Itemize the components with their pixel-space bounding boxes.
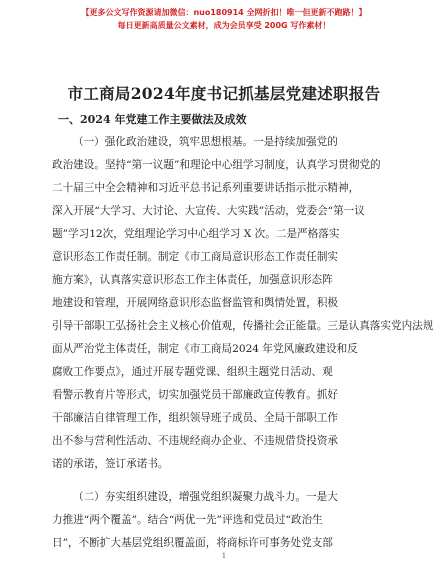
body-line: 力推进“两个覆盖”。结合“两优一先”评选和党员过“政治生 (52, 514, 323, 526)
body-line: 干部廉洁自律管理工作，组织领导班子成员、全局干部职工作 (52, 412, 339, 424)
page-number: 1 (221, 552, 227, 560)
body-line: 日”，不断扩大基层党组织覆盖面，将商标许可事务处党支部 (52, 537, 333, 549)
section-heading: 一、2024 年党建工作主要做法及成效 (58, 113, 247, 126)
body-line: 诺的承诺，签订承诺书。 (52, 458, 169, 470)
body-line: 施方案》，认真落实意识形态工作主体责任，加强意识形态阵 (52, 274, 333, 286)
body-line: 出不参与营利性活动、不违规经商办企业、不违规借贷投资承 (52, 435, 339, 447)
body-line: 题”学习12次，党组理论学习中心组学习 X 次。二是严格落实 (52, 228, 340, 240)
promo-banner-line-2: 每日更新高质量公文素材，成为会员享受 200G 写作素材！ (117, 21, 331, 30)
body-line: 面从严治党主体责任，制定《市工商局2024 年党风廉政建设和反 (52, 343, 358, 355)
body-line: （二）夯实组织建设，增强党组织凝聚力战斗力。一是大 (73, 491, 338, 503)
body-line: 深入开展“大学习、大讨论、大宣传、大实践”活动，党委会“第一议 (52, 205, 365, 217)
body-line: 地建设和管理，开展网络意识形态监督监管和舆情处置，积极 (52, 297, 339, 309)
body-line: （一）强化政治建设，筑牢思想根基。一是持续加强党的 (73, 136, 338, 148)
promo-banner (0, 6, 448, 32)
body-line: 引导干部职工弘扬社会主义核心价值观，传播社会正能量。三是认真落实党内法规 (52, 320, 434, 332)
body-line: 意识形态工作责任制。制定《市工商局意识形态工作责任制实 (52, 251, 339, 263)
body-line: 政治建设。坚持“第一议题”和理论中心组学习制度，认真学习贯彻党的 (52, 159, 381, 171)
body-line: 二十届三中全会精神和习近平总书记系列重要讲话指示批示精神， (52, 182, 360, 194)
body-line: 看警示教育片等形式，切实加强党员干部廉政宣传教育。抓好 (52, 389, 339, 401)
promo-banner-line-1: 【更多公文写作资源请加微信：nuo180914 全网折扣！唯一但更新不跑路！】 (81, 8, 367, 17)
document-title: 市工商局2024年度书记抓基层党建述职报告 (67, 84, 381, 103)
document-body (52, 131, 434, 555)
body-line: 腐败工作要点》，通过开展专题党课、组织主题党日活动、观 (52, 366, 333, 378)
